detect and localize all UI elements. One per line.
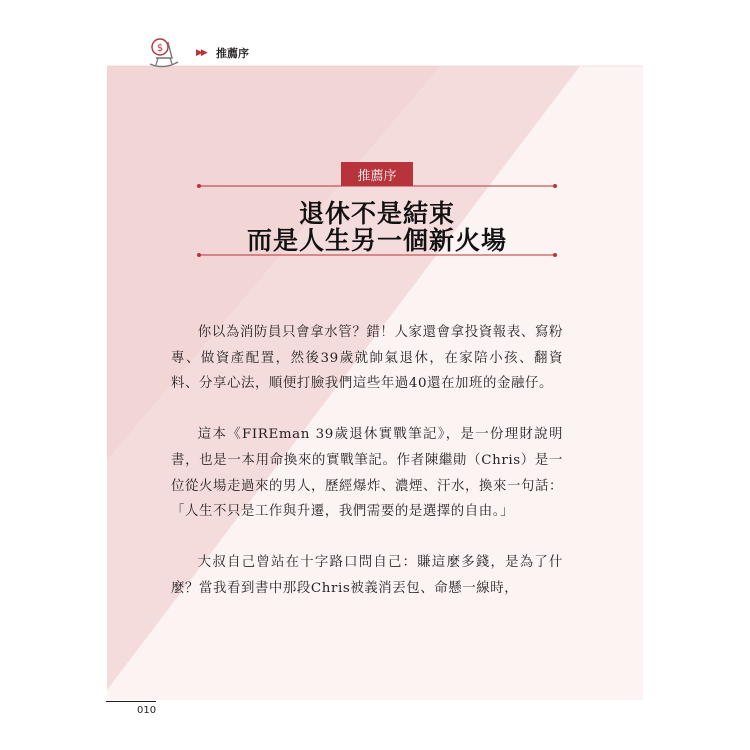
chapter-title-line-1: 退休不是結束 xyxy=(298,199,455,228)
section-tag: 推薦序 xyxy=(341,162,413,186)
body-paragraph-1: 你以為消防員只會拿水管？錯！人家還會拿投資報表、寫粉專、做資產配置，然後39歲就帥氣退休，在家陪小孩、翻資料、分享心法，順便打臉我們這些年過40還在加班的金融仔。 xyxy=(171,325,563,392)
double-arrow-icon: ▶▶ xyxy=(196,48,206,58)
running-header-label: 推薦序 xyxy=(216,47,249,60)
title-bottom-rule xyxy=(196,251,558,259)
body-text xyxy=(171,320,563,627)
chapter-title-line-2: 而是人生另一個新火場 xyxy=(246,226,507,255)
chapter-title-block xyxy=(196,162,558,260)
footer-rule xyxy=(106,701,156,702)
retirement-rocking-chair-icon xyxy=(146,36,182,70)
page-number: 010 xyxy=(137,705,157,716)
body-paragraph-3: 大叔自己曾站在十字路口問自己：賺這麼多錢，是為了什麼？當我看到書中那段Chris被義消丟包、命懸一線時， xyxy=(171,555,563,596)
svg-text:$: $ xyxy=(156,43,164,54)
body-paragraph-2: 這本《FIREman 39歲退休實戰筆記》，是一份理財說明書，也是一本用命換來的實戰筆記。作者陳繼勛（Chris）是一位從火場走過來的男人，歷經爆炸、濃煙、汗水，換來一句話：「人生不只是工作與升遷，我們需要的是選擇的自由。」 xyxy=(171,427,563,520)
